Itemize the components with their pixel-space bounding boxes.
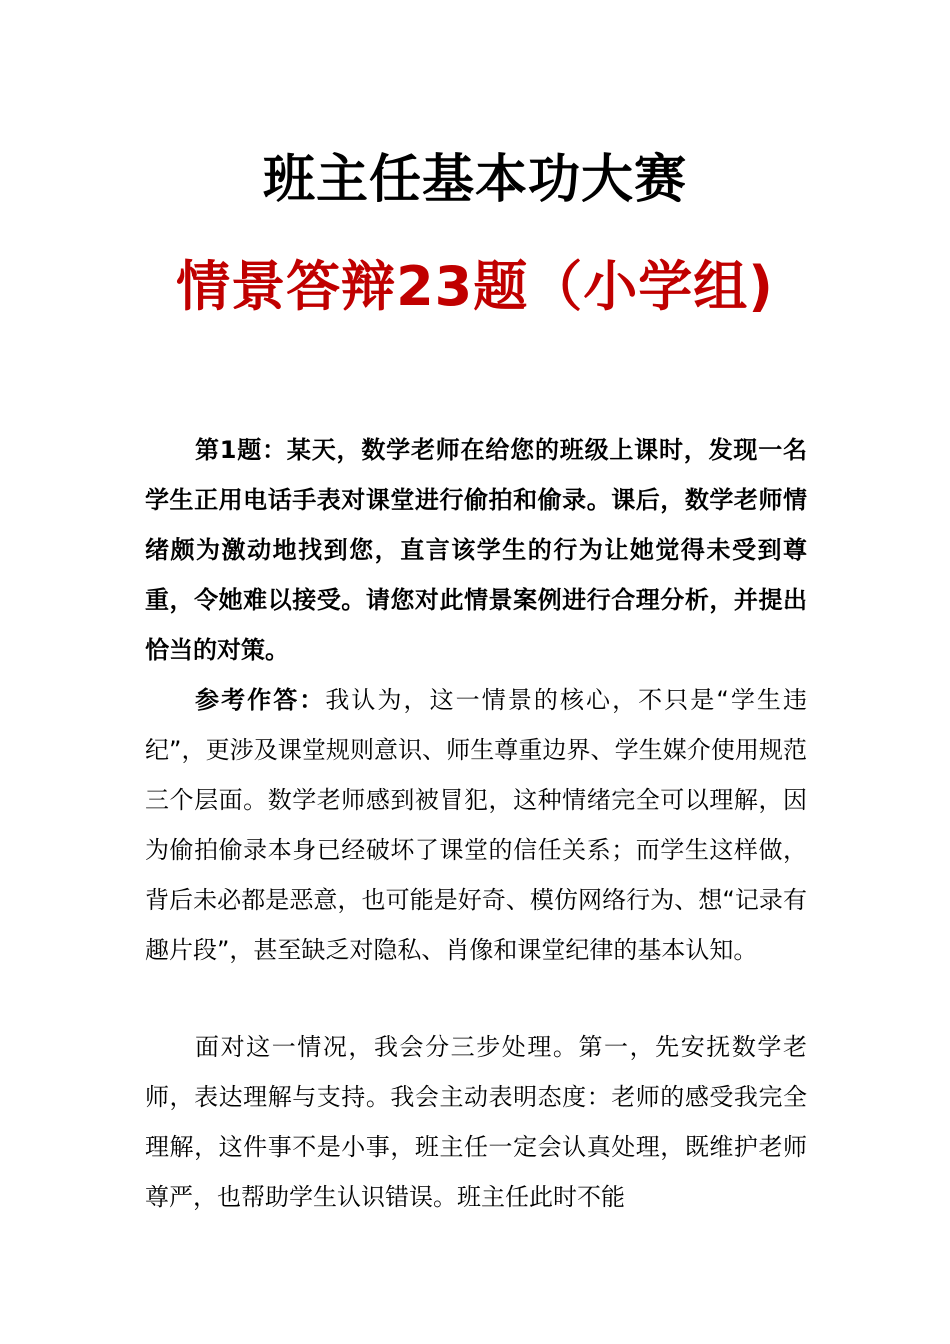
question-text: 某天，数学老师在给您的班级上课时，发现一名学生正用电话手表对课堂进行偷拍和偷录。课后，数学老师情绪颇为激动地找到您，直言该学生的行为让她觉得未受到尊重，令她难以接受。请您对此情景案例进行合理分析，并提出恰当的对策。 xyxy=(145,436,808,664)
document-subtitle: 情景答辩23题（小学组) xyxy=(176,255,774,318)
document-title: 班主任基本功大赛 xyxy=(262,150,687,210)
question-label: 第1题： xyxy=(195,436,287,464)
answer-text-1: 我认为，这一情景的核心，不只是“学生违纪”，更涉及课堂规则意识、师生尊重边界、学生媒介使用规范三个层面。数学老师感到被冒犯，这种情绪完全可以理解，因为偷拍偷录本身已经破坏了课堂的信任关系；而学生这样做，背后未必都是恶意，也可能是好奇、模仿网络行为、想“记录有趣片段”，甚至缺乏对隐私、肖像和课堂纪律的基本认知。 xyxy=(145,686,807,964)
question-paragraph xyxy=(145,425,807,675)
answer-paragraph-1 xyxy=(145,675,807,975)
answer-paragraph-2: 面对这一情况，我会分三步处理。第一，先安抚数学老师，表达理解与支持。我会主动表明态度：老师的感受我完全理解，这件事不是小事，班主任一定会认真处理，既维护老师尊严，也帮助学生认识错误。班主任此时不能 xyxy=(145,1033,807,1211)
answer-label: 参考作答： xyxy=(195,686,326,714)
